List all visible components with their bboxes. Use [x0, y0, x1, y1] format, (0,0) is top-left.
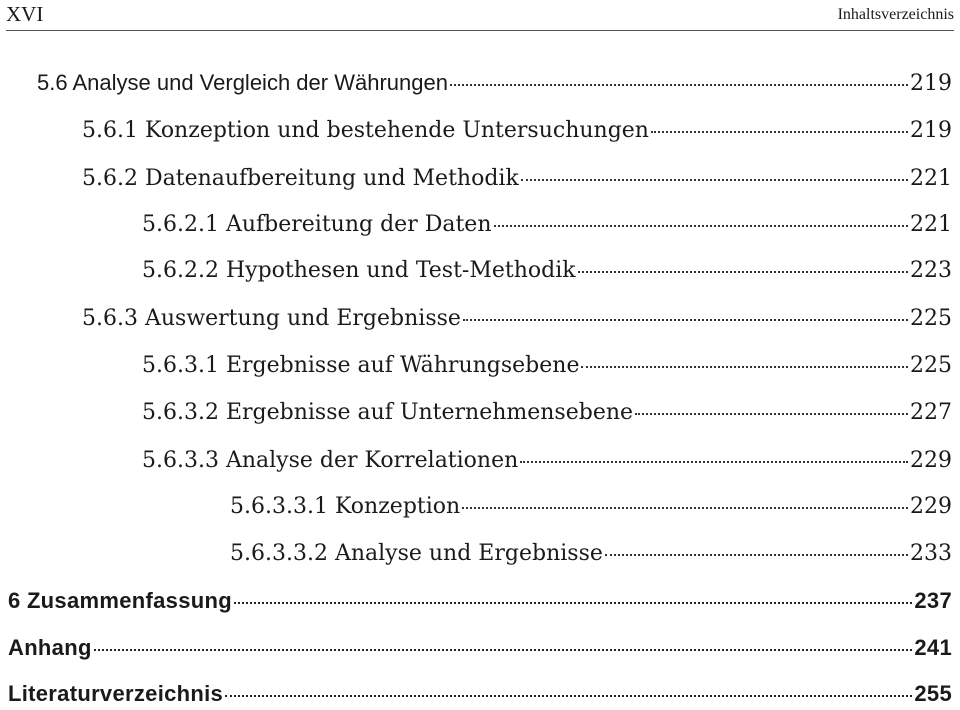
toc-entry-page: 229 [910, 448, 952, 473]
dot-leader [463, 319, 908, 321]
toc-entry-label: 5.6.1 Konzeption und bestehende Untersuchungen [82, 118, 649, 143]
toc-entry-label: 5.6.2 Datenaufbereitung und Methodik [82, 166, 519, 191]
toc-entry-page: 219 [910, 118, 952, 143]
toc-entry-label: 5.6.3.3.1 Konzeption [230, 494, 461, 519]
page-number: XVI [6, 2, 44, 26]
toc-entry-5-6-2-2[interactable] [142, 258, 952, 283]
toc-entry-page: 233 [910, 541, 952, 566]
toc-entry-5-6-2[interactable] [82, 166, 952, 191]
dot-leader [462, 507, 908, 509]
toc-entry-anhang[interactable] [8, 635, 952, 661]
toc-entry-label: 5.6 Analyse und Vergleich der Währungen [37, 70, 448, 95]
toc-entry-page: 221 [910, 212, 952, 237]
toc-entry-label: 5.6.3 Auswertung und Ergebnisse [82, 306, 461, 331]
running-title: Inhaltsverzeichnis [837, 6, 954, 23]
toc-entry-label: 6 Zusammenfassung [8, 588, 232, 613]
toc-entry-5-6-1[interactable] [82, 118, 952, 143]
dot-leader [450, 84, 908, 86]
dot-leader [225, 695, 912, 697]
dot-leader [520, 461, 908, 463]
dot-leader [605, 554, 908, 556]
dot-leader [521, 179, 908, 181]
toc-entry-page: 237 [914, 588, 952, 613]
toc-entry-page: 225 [910, 353, 952, 378]
toc-entry-page: 229 [910, 494, 952, 519]
toc-entry-label: 5.6.2.1 Aufbereitung der Daten [142, 212, 492, 237]
toc-entry-5-6-3-3[interactable] [142, 448, 952, 473]
toc-entry-5-6-3[interactable] [82, 306, 952, 331]
dot-leader [234, 602, 912, 604]
toc-entry-label: Literaturverzeichnis [8, 681, 224, 706]
dot-leader [581, 366, 908, 368]
page-header [6, 0, 954, 31]
toc-entry-literaturverzeichnis[interactable] [8, 681, 952, 707]
dot-leader [94, 649, 913, 651]
dot-leader [494, 225, 909, 227]
toc-entry-label: 5.6.2.2 Hypothesen und Test-Methodik [142, 258, 576, 283]
dot-leader [651, 131, 908, 133]
toc-entry-6[interactable] [8, 588, 952, 614]
toc-entry-5-6-2-1[interactable] [142, 212, 952, 237]
toc-entry-label: 5.6.3.1 Ergebnisse auf Währungsebene [142, 353, 580, 378]
toc-entry-page: 255 [914, 681, 952, 706]
toc-entry-label: 5.6.3.2 Ergebnisse auf Unternehmensebene [142, 400, 634, 425]
toc-entry-5-6-3-3-2[interactable] [230, 541, 952, 566]
dot-leader [635, 413, 908, 415]
toc-entry-5-6-3-1[interactable] [142, 353, 952, 378]
toc-entry-page: 221 [910, 166, 952, 191]
toc-entry-label: Anhang [8, 635, 92, 660]
toc-entry-label: 5.6.3.3 Analyse der Korrelationen [142, 448, 519, 473]
toc-entry-page: 223 [910, 258, 952, 283]
toc-entry-5-6-3-3-1[interactable] [230, 494, 952, 519]
toc-entry-5-6[interactable] [37, 70, 952, 96]
dot-leader [578, 271, 908, 273]
toc-entry-page: 241 [914, 635, 952, 660]
toc-entry-label: 5.6.3.3.2 Analyse und Ergebnisse [230, 541, 603, 566]
toc-entry-page: 225 [910, 306, 952, 331]
toc-entry-page: 219 [910, 71, 952, 96]
toc-entry-5-6-3-2[interactable] [142, 400, 952, 425]
toc-entry-page: 227 [910, 400, 952, 425]
